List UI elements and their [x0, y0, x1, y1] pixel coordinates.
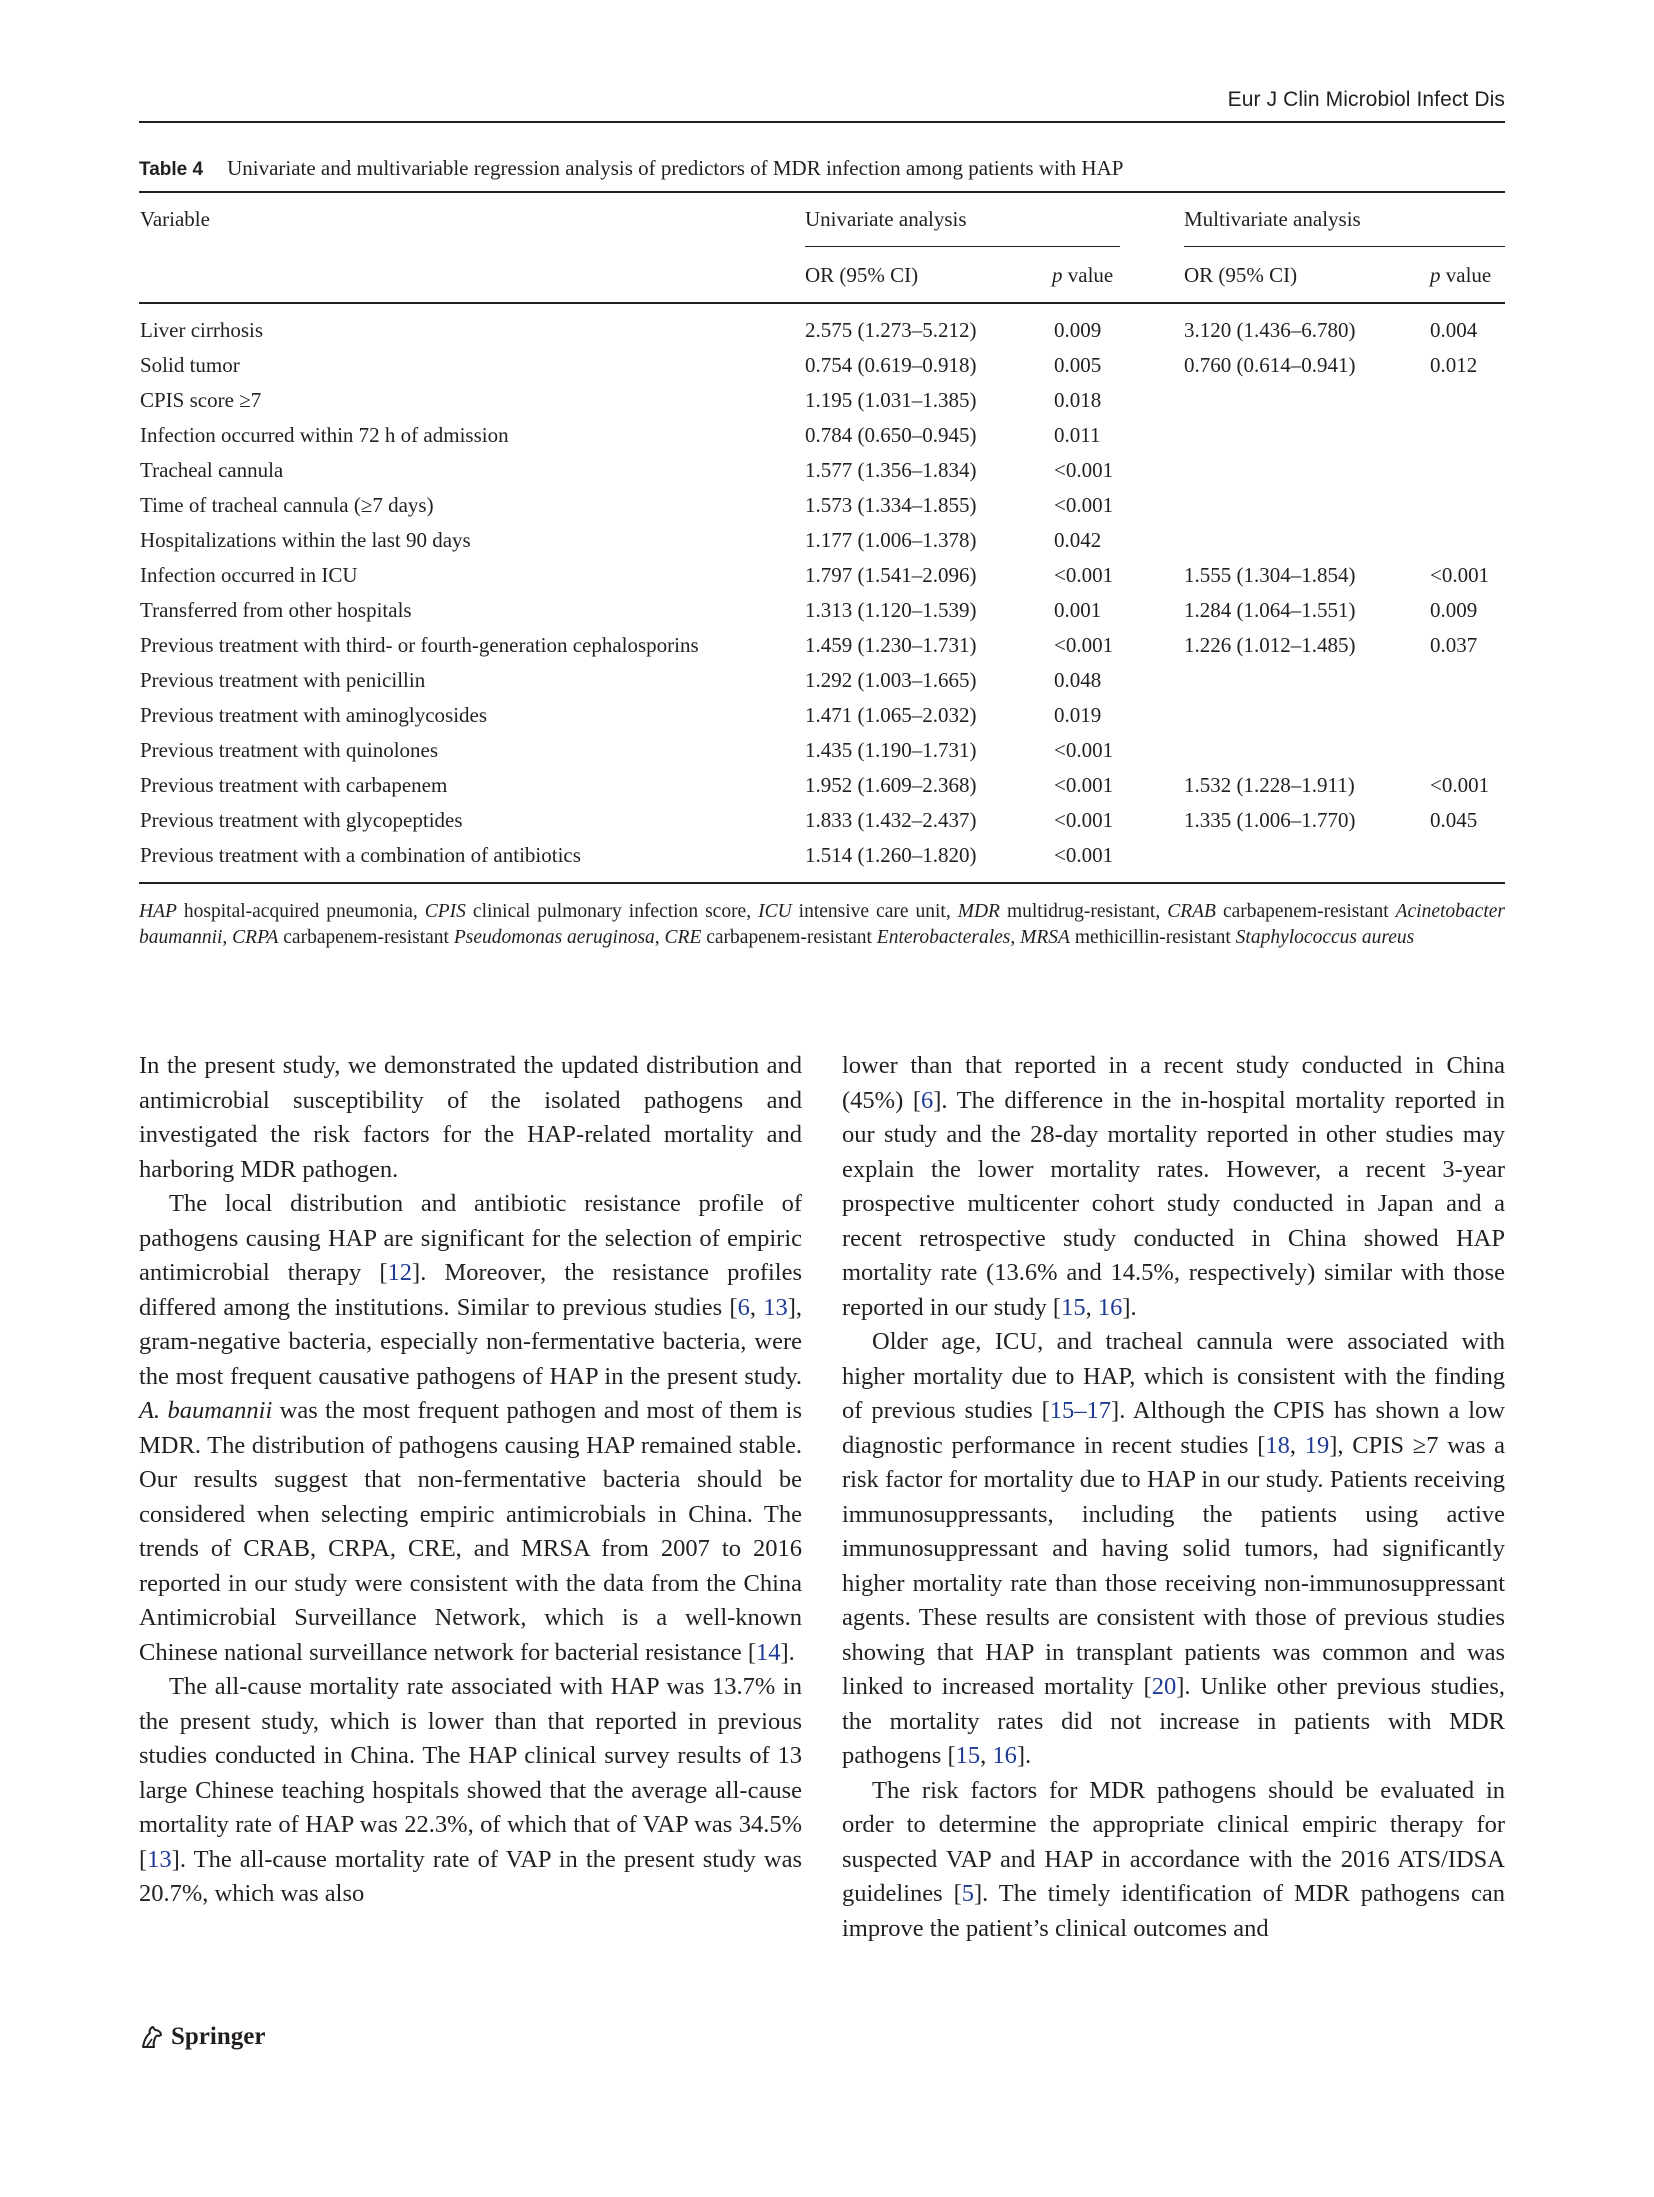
cell-univariate-p: 0.005	[1054, 353, 1102, 377]
cell-variable: Transferred from other hospitals	[140, 598, 412, 622]
cell-univariate-p: 0.001	[1054, 598, 1102, 622]
citation-link[interactable]: 5	[961, 1880, 975, 1907]
cell-univariate-p: <0.001	[1054, 633, 1114, 657]
citation-link[interactable]: 6	[737, 1293, 750, 1321]
citation-link[interactable]: 15–17	[1049, 1397, 1112, 1424]
cell-univariate-or: 1.459 (1.230–1.731)	[805, 633, 977, 657]
footnote-term: CPIS	[424, 901, 466, 922]
cell-univariate-p: <0.001	[1054, 808, 1114, 832]
table-row	[139, 528, 1505, 563]
cell-variable: Previous treatment with aminoglycosides	[140, 703, 488, 727]
text-run: ]. Although the CPIS has shown a low diagnostic performance in recent studies [	[842, 1397, 1505, 1459]
table-row	[139, 563, 1505, 598]
cell-multivariate-or: 0.760 (0.614–0.941)	[1184, 353, 1356, 377]
cell-univariate-p: 0.018	[1054, 388, 1102, 412]
text-run: lower than that reported in a recent study conducted in China (45%) [	[842, 1052, 1505, 1114]
paragraph	[842, 1774, 1505, 1947]
text-run: ]. Unlike other previous studies, the mortality rates did not increase in patients with MDR pathogens [	[842, 1673, 1505, 1769]
cell-univariate-or: 1.177 (1.006–1.378)	[805, 528, 977, 552]
footnote-definition: hospital-acquired pneumonia,	[176, 901, 425, 922]
text-run: ]. The all-cause mortality rate of VAP in the present study was 20.7%, which was also	[139, 1845, 802, 1907]
citation-link[interactable]: 19	[1304, 1431, 1330, 1459]
p-italic: p	[1430, 263, 1441, 287]
text-run: In the present study, we demonstrated the updated distribution and antimicrobial susceptibility of the isolated pathogens and investigated the risk factors for the HAP-related mortality and harboring MDR pathogen.	[139, 1052, 802, 1183]
paragraph	[842, 1049, 1505, 1325]
cell-variable: Tracheal cannula	[140, 458, 284, 482]
table-caption-text: Univariate and multivariable regression analysis of predictors of MDR infection among patients with HAP	[227, 156, 1124, 180]
citation-link[interactable]: 13	[147, 1845, 172, 1873]
multivariate-group-rule	[1184, 246, 1505, 247]
springer-horse-icon	[139, 2024, 165, 2050]
cell-univariate-p: 0.019	[1054, 703, 1102, 727]
cell-variable: Previous treatment with carbapenem	[140, 773, 448, 797]
cell-univariate-or: 1.313 (1.120–1.539)	[805, 598, 977, 622]
p-italic: p	[1052, 263, 1063, 287]
cell-multivariate-or: 1.532 (1.228–1.911)	[1184, 773, 1355, 797]
col-header-multivariate-or: OR (95% CI)	[1184, 263, 1298, 287]
citation-link[interactable]: 18	[1265, 1431, 1290, 1459]
paragraph	[139, 1049, 802, 1187]
footnote-definition: carbapenem-resistant	[1215, 901, 1396, 922]
cell-multivariate-or: 1.555 (1.304–1.854)	[1184, 563, 1356, 587]
table-footnote	[139, 899, 1505, 951]
text-run: was the most frequent pathogen and most of them is MDR. The distribution of pathogens causing HAP remained stable. Our results suggest that non-fermentative bacteria should be considered when selecting empiric antimicrobials in China. The trends of CRAB, CRPA, CRE, and MRSA from 2007 to 2016 reported in our study were consistent with the data from the China Antimicrobial Surveillance Network, which is a well-known Chinese national surveillance network for bacterial resistance [	[139, 1397, 802, 1666]
p-rest: value	[1440, 263, 1492, 287]
footnote-definition: methicillin-resistant	[1069, 927, 1236, 948]
table-row	[139, 808, 1505, 843]
cell-multivariate-p: 0.012	[1430, 353, 1478, 377]
footnote-term: Staphylococcus aureus	[1235, 927, 1415, 948]
table-row	[139, 598, 1505, 633]
cell-univariate-p: <0.001	[1054, 843, 1114, 867]
cell-univariate-or: 0.784 (0.650–0.945)	[805, 423, 977, 447]
cell-univariate-p: 0.009	[1054, 318, 1102, 342]
citation-link[interactable]: 16	[992, 1742, 1017, 1769]
header-rule	[139, 121, 1505, 123]
col-header-univariate-or: OR (95% CI)	[805, 263, 919, 287]
cell-multivariate-or: 1.284 (1.064–1.551)	[1184, 598, 1356, 622]
cell-multivariate-p: 0.037	[1430, 633, 1478, 657]
table-row	[139, 423, 1505, 458]
cell-univariate-or: 1.514 (1.260–1.820)	[805, 843, 977, 867]
cell-variable: Previous treatment with a combination of antibiotics	[140, 843, 581, 867]
table-caption	[139, 156, 1123, 181]
cell-univariate-p: <0.001	[1054, 458, 1114, 482]
footnote-term: Enterobacterales	[876, 927, 1011, 948]
cell-univariate-or: 0.754 (0.619–0.918)	[805, 353, 977, 377]
univariate-group-rule	[805, 246, 1120, 247]
cell-univariate-or: 1.833 (1.432–2.437)	[805, 808, 977, 832]
text-run: ], gram-negative bacteria, especially non-fermentative bacteria, were the most frequent causative pathogens of HAP in the present study.	[139, 1293, 802, 1390]
text-run: The local distribution and antibiotic resistance profile of pathogens causing HAP are significant for the selection of empiric antimicrobial therapy [	[139, 1190, 802, 1286]
table-label: Table 4	[139, 159, 204, 180]
cell-univariate-or: 1.573 (1.334–1.855)	[805, 493, 977, 517]
footnote-definition: multidrug-resistant,	[999, 901, 1168, 922]
journal-name: Eur J Clin Microbiol Infect Dis	[1227, 88, 1505, 111]
table-row	[139, 353, 1505, 388]
paragraph	[139, 1187, 802, 1670]
text-run: ,	[749, 1293, 764, 1321]
cell-univariate-p: <0.001	[1054, 773, 1114, 797]
cell-univariate-p: <0.001	[1054, 738, 1114, 762]
cell-univariate-or: 1.471 (1.065–2.032)	[805, 703, 977, 727]
publisher-logo	[139, 2023, 265, 2051]
body-column-right	[842, 1049, 1505, 1946]
footnote-term: Pseudomonas aeruginosa	[453, 927, 655, 948]
footnote-definition: ,	[1010, 927, 1021, 948]
table-top-rule	[139, 191, 1505, 193]
text-run: ], CPIS ≥7 was a risk factor for mortality due to HAP in our study. Patients receiving immunosuppressants, including the patients using active immunosuppressant and having solid tumors, had significantly higher mortality rate than those receiving non-immunosuppressant agents. These results are consistent with those of previous studies showing that HAP in transplant patients was common and was linked to increased mortality [	[842, 1431, 1505, 1700]
cell-variable: CPIS score ≥7	[140, 388, 262, 412]
citation-link[interactable]: 14	[756, 1638, 781, 1666]
text-run: ,	[1085, 1293, 1098, 1321]
footnote-definition: carbapenem-resistant	[701, 927, 877, 948]
text-run: ]. The difference in the in-hospital mortality reported in our study and the 28-day mortality reported in other studies may explain the lower mortality rates. However, a recent 3-year prospective multicenter cohort study conducted in Japan and a recent retrospective study conducted in China showed HAP mortality rate (13.6% and 14.5%, respectively) similar with those reported in our study [	[842, 1086, 1505, 1321]
cell-variable: Time of tracheal cannula (≥7 days)	[140, 493, 434, 517]
p-rest: value	[1062, 263, 1114, 287]
body-column-left	[139, 1049, 802, 1912]
table-body	[139, 318, 1505, 878]
text-run: ,	[980, 1742, 993, 1769]
text-run: ].	[780, 1638, 795, 1666]
table-row	[139, 493, 1505, 528]
cell-multivariate-p: 0.009	[1430, 598, 1478, 622]
col-header-univariate-p	[1052, 263, 1113, 288]
cell-univariate-or: 1.797 (1.541–2.096)	[805, 563, 977, 587]
footnote-definition: clinical pulmonary infection score,	[465, 901, 759, 922]
text-run: The all-cause mortality rate associated with HAP was 13.7% in the present study, which is lower than that reported in previous studies conducted in China. The HAP clinical survey results of 13 large Chinese teaching hospitals showed that the average all-cause mortality rate of HAP was 22.3%, of which that of VAP was 34.5% [	[139, 1673, 802, 1873]
footnote-term: ICU	[758, 901, 792, 922]
footnote-definition: ,	[222, 927, 233, 948]
cell-univariate-p: <0.001	[1054, 493, 1114, 517]
cell-multivariate-or: 3.120 (1.436–6.780)	[1184, 318, 1356, 342]
footnote-term: CRE	[664, 927, 702, 948]
footnote-term: HAP	[139, 901, 177, 922]
footnote-term: Acinetobacter baumannii	[139, 901, 1505, 948]
table-row	[139, 388, 1505, 423]
citation-link[interactable]: 15	[1061, 1293, 1086, 1321]
table-row	[139, 843, 1505, 878]
col-header-variable: Variable	[140, 207, 210, 231]
cell-variable: Previous treatment with quinolones	[140, 738, 439, 762]
citation-link[interactable]: 16	[1097, 1293, 1123, 1321]
citation-link[interactable]: 12	[387, 1259, 413, 1286]
col-group-univariate: Univariate analysis	[805, 207, 967, 231]
cell-univariate-or: 1.577 (1.356–1.834)	[805, 458, 977, 482]
cell-variable: Previous treatment with third- or fourth-generation cephalosporins	[140, 633, 699, 657]
table-row	[139, 318, 1505, 353]
text-run: ]. Moreover, the resistance profiles differed among the institutions. Similar to previous studies [	[139, 1259, 803, 1321]
footnote-term: MDR	[957, 901, 1000, 922]
citation-link[interactable]: 13	[763, 1293, 788, 1321]
cell-univariate-or: 1.435 (1.190–1.731)	[805, 738, 977, 762]
citation-link[interactable]: 6	[920, 1086, 934, 1114]
text-run: ]. The timely identification of MDR pathogens can improve the patient’s clinical outcomes and	[842, 1880, 1505, 1942]
paragraph	[842, 1325, 1505, 1774]
text-run: ].	[1016, 1742, 1032, 1769]
cell-multivariate-or: 1.335 (1.006–1.770)	[1184, 808, 1356, 832]
table-row	[139, 703, 1505, 738]
cell-univariate-or: 1.952 (1.609–2.368)	[805, 773, 977, 797]
table-row	[139, 773, 1505, 808]
cell-multivariate-p: <0.001	[1430, 773, 1490, 797]
footnote-definition: ,	[654, 927, 665, 948]
table-row	[139, 633, 1505, 668]
cell-univariate-p: 0.048	[1054, 668, 1102, 692]
footnote-definition: carbapenem-resistant	[278, 927, 454, 948]
cell-multivariate-or: 1.226 (1.012–1.485)	[1184, 633, 1356, 657]
cell-univariate-or: 1.292 (1.003–1.665)	[805, 668, 977, 692]
footnote-term: CRAB	[1167, 901, 1216, 922]
cell-variable: Infection occurred in ICU	[140, 563, 358, 587]
footnote-term: CRPA	[232, 927, 279, 948]
table-bottom-rule	[139, 882, 1505, 884]
cell-multivariate-p: <0.001	[1430, 563, 1490, 587]
cell-variable: Liver cirrhosis	[140, 318, 264, 342]
cell-univariate-p: 0.042	[1054, 528, 1102, 552]
table-header-rule	[139, 302, 1505, 304]
text-run: Older age, ICU, and tracheal cannula were associated with higher mortality due to HAP, which is consistent with the finding of previous studies [	[842, 1328, 1505, 1424]
col-group-multivariate: Multivariate analysis	[1184, 207, 1361, 231]
citation-link[interactable]: 20	[1151, 1673, 1177, 1700]
cell-variable: Solid tumor	[140, 353, 240, 377]
table-row	[139, 668, 1505, 703]
cell-univariate-p: <0.001	[1054, 563, 1114, 587]
cell-variable: Previous treatment with glycopeptides	[140, 808, 463, 832]
publisher-name: Springer	[171, 2023, 266, 2050]
cell-variable: Infection occurred within 72 h of admission	[140, 423, 509, 447]
text-run: ].	[1122, 1293, 1137, 1321]
cell-univariate-p: 0.011	[1054, 423, 1101, 447]
paragraph	[139, 1670, 802, 1912]
table-row	[139, 458, 1505, 493]
footnote-definition: intensive care unit,	[791, 901, 958, 922]
italic-term: A. baumannii	[139, 1397, 273, 1424]
cell-multivariate-p: 0.004	[1430, 318, 1478, 342]
col-header-multivariate-p	[1430, 263, 1491, 288]
cell-univariate-or: 1.195 (1.031–1.385)	[805, 388, 977, 412]
cell-multivariate-p: 0.045	[1430, 808, 1478, 832]
table-row	[139, 738, 1505, 773]
cell-univariate-or: 2.575 (1.273–5.212)	[805, 318, 977, 342]
citation-link[interactable]: 15	[955, 1742, 981, 1769]
footnote-term: MRSA	[1020, 927, 1070, 948]
cell-variable: Hospitalizations within the last 90 days	[140, 528, 471, 552]
cell-variable: Previous treatment with penicillin	[140, 668, 426, 692]
text-run: The risk factors for MDR pathogens should be evaluated in order to determine the appropriate clinical empiric therapy for suspected VAP and HAP in accordance with the 2016 ATS/IDSA guidelines [	[842, 1776, 1505, 1907]
text-run: ,	[1289, 1431, 1305, 1459]
